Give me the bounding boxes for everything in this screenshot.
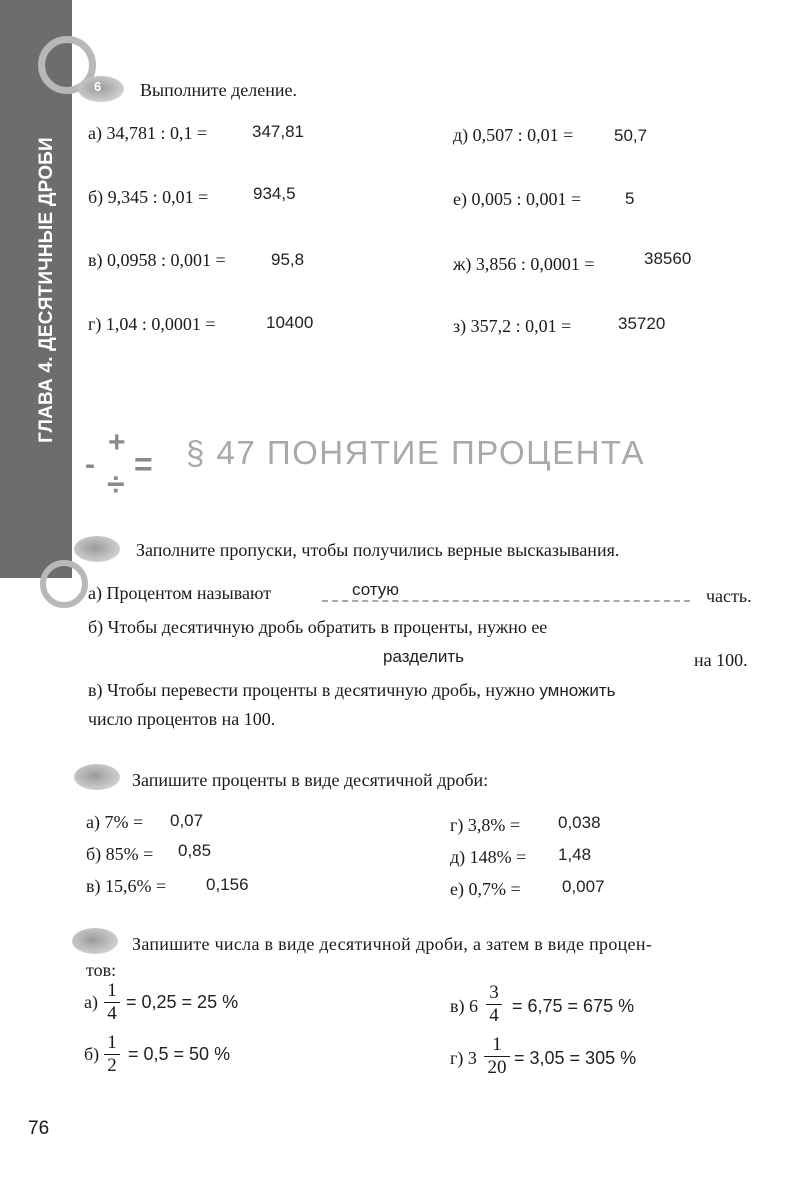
handwritten-answer: сотую — [352, 580, 399, 599]
fraction: 1 2 — [104, 1032, 120, 1077]
handwritten-answer: = 0,25 = 25 % — [126, 992, 239, 1012]
statement-b: б) Чтобы десятичную дробь обратить в проценты, нужно ее — [88, 617, 548, 637]
task-number-badge: 6 — [78, 76, 124, 102]
exercise-label: б) — [84, 1044, 100, 1064]
exercise-expression: б) 85% = — [86, 844, 154, 864]
fraction: 1 20 — [484, 1034, 510, 1079]
page-number: 76 — [28, 1118, 50, 1139]
task-title: Запишите числа в виде десятичной дроби, а затем в виде процен- — [132, 934, 653, 954]
plus-icon: + — [108, 426, 126, 459]
binder-ring-icon — [40, 560, 88, 608]
exercise-expression: в) 0,0958 : 0,001 = — [88, 250, 226, 270]
exercise-expression: д) 148% = — [450, 847, 527, 867]
handwritten-answer: 1,48 — [558, 845, 592, 864]
handwritten-answer: разделить — [383, 647, 465, 666]
handwritten-answer: 95,8 — [271, 250, 305, 269]
statement-b-suffix: на 100. — [694, 650, 748, 670]
exercise-expression: а) 34,781 : 0,1 = — [88, 123, 208, 143]
handwritten-answer: 934,5 — [253, 184, 296, 203]
handwritten-answer: 0,038 — [558, 813, 601, 832]
handwritten-answer: = 0,5 = 50 % — [128, 1044, 231, 1064]
exercise-expression: д) 0,507 : 0,01 = — [453, 125, 574, 145]
handwritten-answer: 50,7 — [614, 126, 648, 145]
task-number-badge — [74, 764, 120, 790]
exercise-expression: ж) 3,856 : 0,0001 = — [453, 254, 595, 274]
exercise-expression: в) 15,6% = — [86, 876, 167, 896]
statement-a-suffix: часть. — [706, 586, 752, 606]
exercise-expression: е) 0,7% = — [450, 879, 521, 899]
task-title: Заполните пропуски, чтобы получились верные высказывания. — [136, 540, 620, 560]
exercise-expression: а) 7% = — [86, 812, 144, 832]
fraction: 3 4 — [486, 982, 502, 1027]
minus-icon: - — [85, 448, 95, 481]
task-number-badge — [74, 536, 120, 562]
exercise-expression: г) 3,8% = — [450, 815, 521, 835]
handwritten-answer: 0,07 — [170, 811, 204, 830]
task-title: Запишите проценты в виде десятичной дроби: — [132, 770, 489, 790]
exercise-label: г) 3 — [450, 1048, 477, 1068]
handwritten-answer: умножить — [539, 681, 616, 700]
exercise-expression: г) 1,04 : 0,0001 = — [88, 314, 216, 334]
exercise-expression: з) 357,2 : 0,01 = — [453, 316, 572, 336]
handwritten-answer: = 6,75 = 675 % — [512, 996, 635, 1016]
handwritten-answer: 35720 — [618, 314, 666, 333]
handwritten-answer: 0,85 — [178, 841, 212, 860]
task-number-badge — [72, 928, 118, 954]
divide-icon: ÷ — [107, 466, 125, 502]
equals-icon: = — [134, 446, 153, 482]
handwritten-answer: = 3,05 = 305 % — [514, 1048, 637, 1068]
chapter-title: ГЛАВА 4. ДЕСЯТИЧНЫЕ ДРОБИ — [36, 137, 57, 443]
exercise-label: а) — [84, 992, 98, 1012]
handwritten-answer: 0,156 — [206, 875, 249, 894]
task-title-line2: тов: — [86, 960, 117, 980]
handwritten-answer: 38560 — [644, 249, 692, 268]
exercise-expression: б) 9,345 : 0,01 = — [88, 187, 209, 207]
handwritten-answer: 347,81 — [252, 122, 304, 141]
handwritten-answer: 10400 — [266, 313, 314, 332]
section-heading: § 47 ПОНЯТИЕ ПРОЦЕНТА — [186, 434, 646, 471]
fill-in-blank — [322, 600, 690, 602]
fraction: 1 4 — [104, 980, 120, 1025]
handwritten-answer: 0,007 — [562, 877, 605, 896]
statement-c-line2: число процентов на 100. — [88, 709, 276, 729]
exercise-expression: е) 0,005 : 0,001 = — [453, 189, 582, 209]
exercise-label: в) 6 — [450, 996, 478, 1016]
statement-c: в) Чтобы перевести проценты в десятичную дробь, нужно умножить — [88, 680, 616, 700]
statement-a: а) Процентом называют — [88, 583, 272, 603]
task-title: Выполните деление. — [140, 80, 297, 100]
handwritten-answer: 5 — [625, 189, 635, 208]
